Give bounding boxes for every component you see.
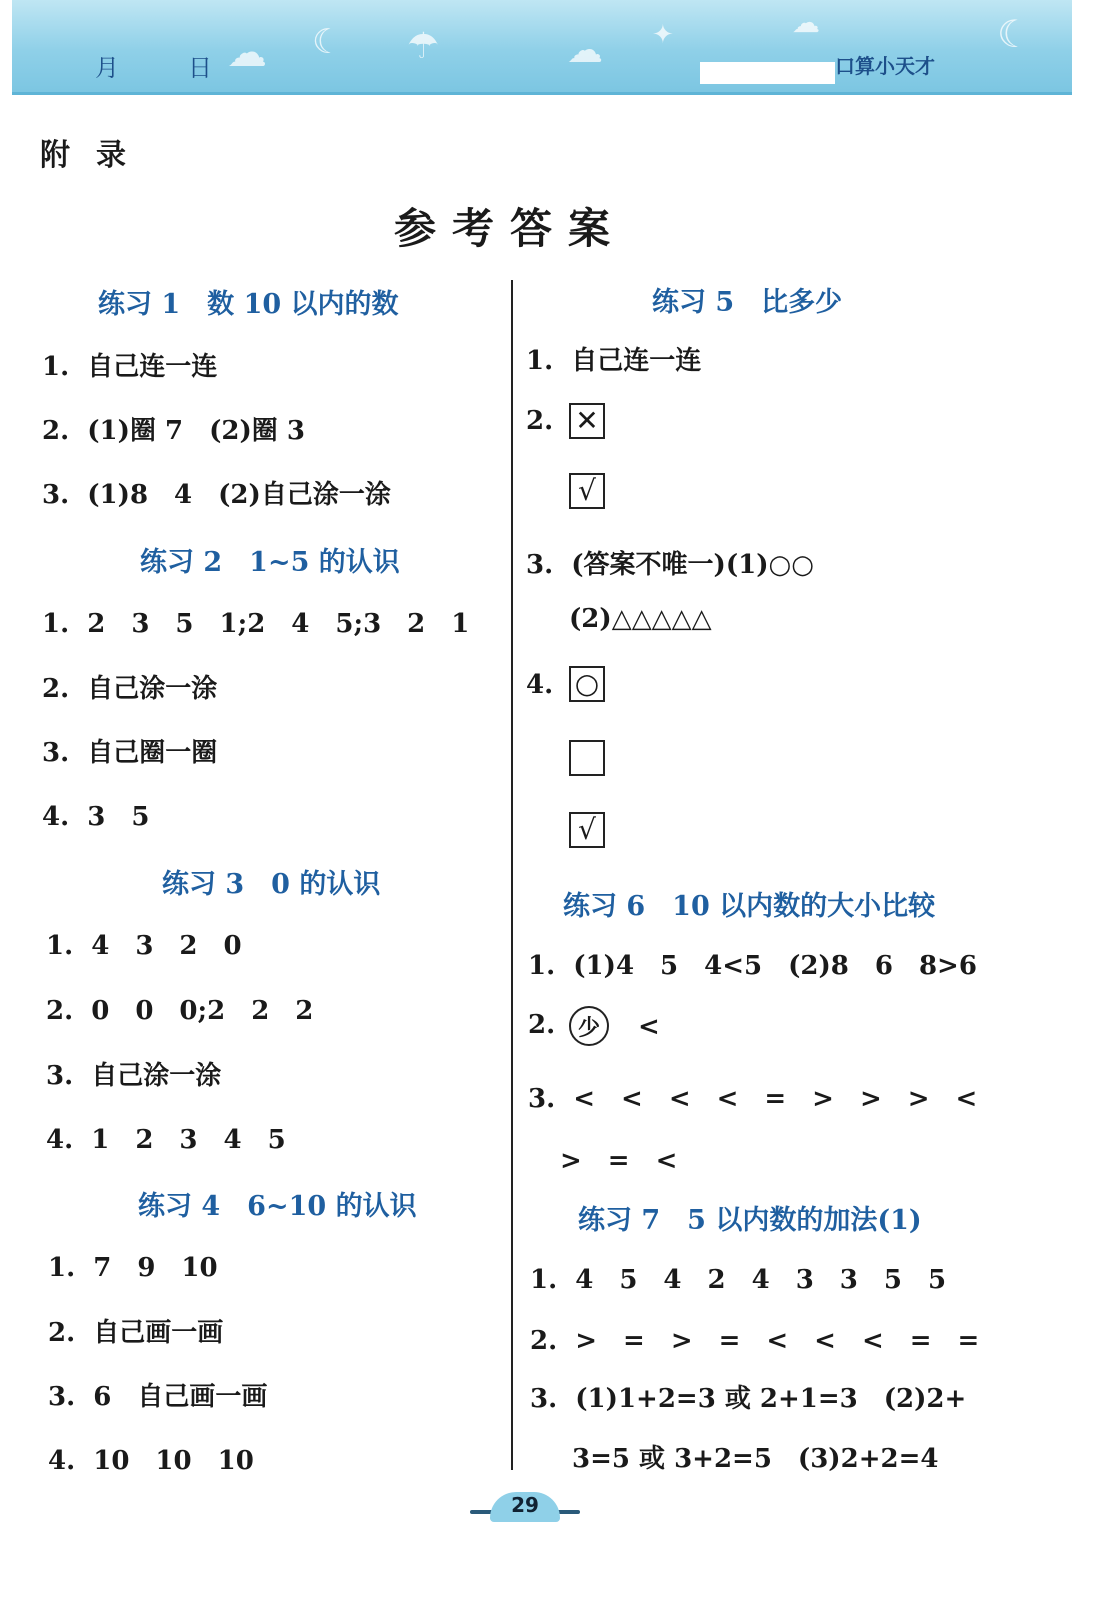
header-band [12,0,1072,95]
check-mark-box: √ [569,473,605,509]
empty-box [569,740,605,776]
answer-line: 1. 自己连一连 [42,352,218,382]
check-mark-box: √ [569,812,605,848]
cloud-icon: ☁ [567,30,603,71]
answer-line: 1. 2 3 5 1;2 4 5;3 2 1 [42,609,470,639]
header-day: 日 [188,54,212,82]
moon-icon: ☾ [312,22,343,62]
answer-line: 3. (1)8 4 (2)自己涂一涂 [42,480,391,510]
x-mark-box: ✕ [569,403,605,439]
answer-line: 4. 1 2 3 4 5 [46,1125,286,1155]
answer-line: 4. 10 10 10 [48,1446,254,1476]
answer-line: 4. 3 5 [42,802,150,832]
header-month: 月 [95,54,119,82]
answer-line: > = < [560,1146,678,1176]
page-number-badge [470,1488,580,1526]
answer-line: 2. 0 0 0;2 2 2 [46,996,314,1026]
answer-line: 2. 自己涂一涂 [42,674,218,704]
answer-line: 3. 自己圈一圈 [42,738,218,768]
answer-line: 3=5 或 3+2=5 (3)2+2=4 [572,1444,939,1474]
section-title-5: 练习 5 比多少 [652,287,843,318]
answer-line: 3. (答案不唯一)(1)○○ [526,550,814,580]
answer-line: 1. 4 3 2 0 [46,931,242,961]
section-title-6: 练习 6 10 以内数的大小比较 [563,891,936,922]
star-icon: ✦ [652,20,674,50]
page-title: 参考答案 [393,204,626,253]
answer-line: 1. (1)4 5 4<5 (2)8 6 8>6 [528,951,977,981]
header-brand: 口算小天才 [835,54,935,78]
circle-mark-box: ○ [569,666,605,702]
answer-line: 4. [526,670,554,700]
page-number: 29 [511,1493,539,1517]
section-title-2: 练习 2 1~5 的认识 [140,547,400,578]
cloud-rain-icon: ☂ [407,26,440,67]
answer-line: 1. 自己连一连 [526,346,702,376]
answer-line: 3. 6 自己画一画 [48,1382,268,1412]
answer-line: (2)△△△△△ [569,604,712,634]
section-title-1: 练习 1 数 10 以内的数 [98,289,399,320]
answer-line: 3. < < < < = > > > < [528,1084,978,1114]
appendix-label: 附录 [40,138,152,173]
section-title-3: 练习 3 0 的认识 [162,869,381,900]
answer-line: 2. (1)圈 7 (2)圈 3 [42,416,305,446]
cloud-icon: ☁ [792,6,820,39]
column-divider [511,280,513,1470]
answer-line: 1. 7 9 10 [48,1253,218,1283]
header-blank [700,62,835,84]
answer-line: 2. 自己画一画 [48,1318,224,1348]
cloud-icon: ☁ [227,30,267,76]
answer-line: 3. 自己涂一涂 [46,1061,222,1091]
section-title-7: 练习 7 5 以内数的加法(1) [578,1205,922,1236]
moon-icon: ☾ [997,12,1032,56]
answer-line: 3. (1)1+2=3 或 2+1=3 (2)2+ [530,1384,967,1414]
answer-line: 2. [526,406,554,436]
circled-answer: 少 [569,1006,609,1046]
answer-line: 2. > = > = < < < = = [530,1326,980,1356]
section-title-4: 练习 4 6~10 的认识 [138,1191,417,1222]
answer-line: < [638,1012,660,1042]
answer-line: 2. [528,1010,556,1040]
answer-line: 1. 4 5 4 2 4 3 3 5 5 [530,1265,947,1295]
